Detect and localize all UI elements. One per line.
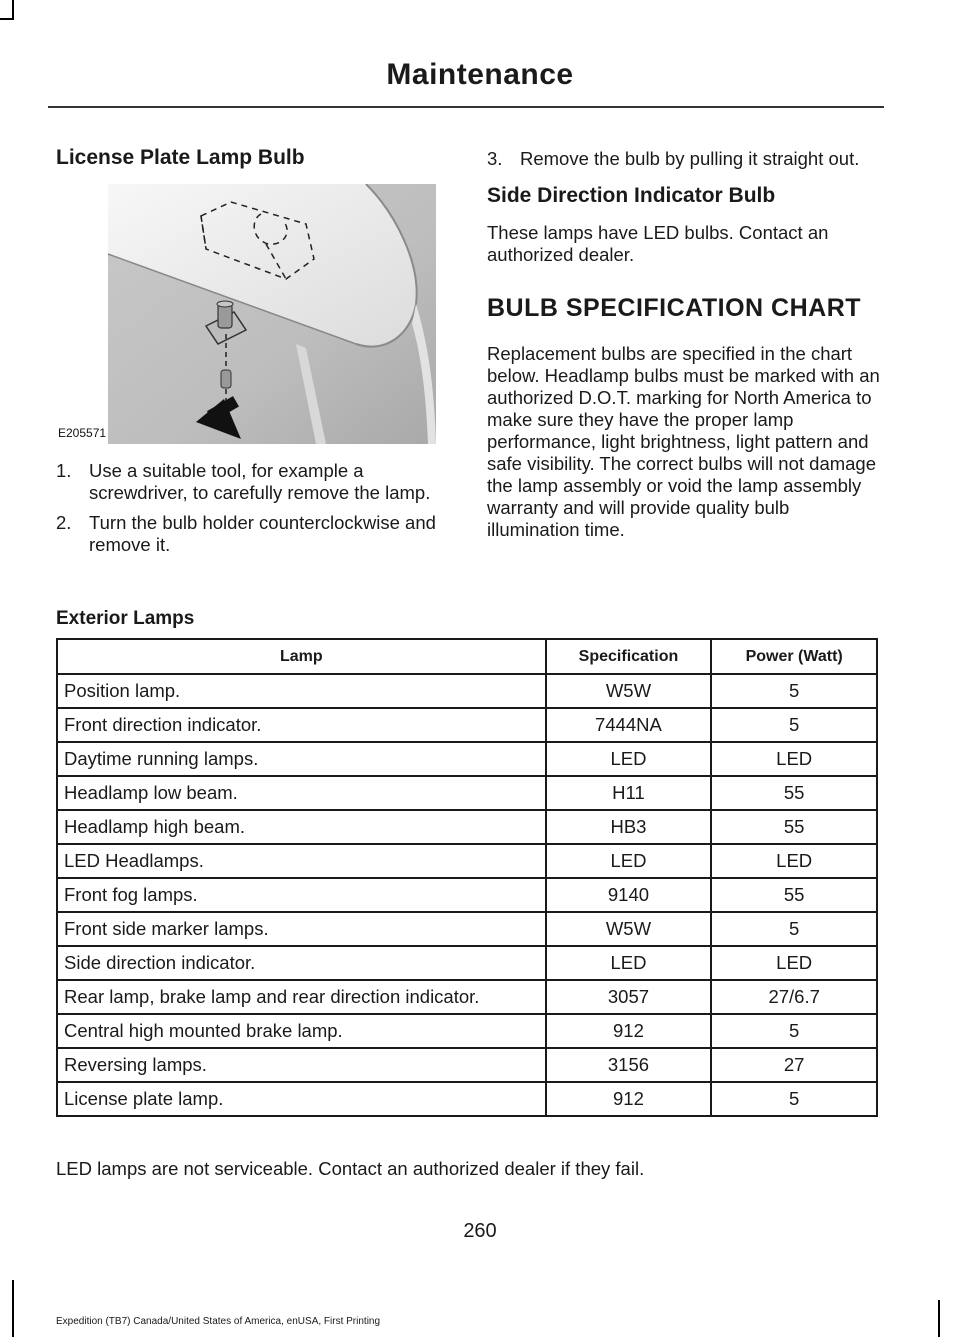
lamp-cell: Front side marker lamps. xyxy=(57,912,546,946)
license-plate-illustration xyxy=(56,184,436,444)
specification-cell: 3156 xyxy=(546,1048,712,1082)
specification-cell: 912 xyxy=(546,1014,712,1048)
bulb-chart-heading: BULB SPECIFICATION CHART xyxy=(487,294,862,322)
lamp-cell: Headlamp high beam. xyxy=(57,810,546,844)
step-2 xyxy=(56,512,456,556)
crop-mark xyxy=(0,18,14,20)
lamp-removal-diagram xyxy=(56,184,436,444)
specification-cell: W5W xyxy=(546,674,712,708)
table-row xyxy=(57,776,877,810)
specification-cell: 7444NA xyxy=(546,708,712,742)
column-header-specification: Specification xyxy=(546,639,712,674)
side-indicator-text: These lamps have LED bulbs. Contact an authorized dealer. xyxy=(487,222,829,265)
specification-cell: W5W xyxy=(546,912,712,946)
lamp-cell: Front direction indicator. xyxy=(57,708,546,742)
lamp-cell: Rear lamp, brake lamp and rear direction indicator. xyxy=(57,980,546,1014)
specification-cell: LED xyxy=(546,742,712,776)
power-cell: 55 xyxy=(711,878,877,912)
right-column xyxy=(487,146,882,541)
power-cell: 5 xyxy=(711,674,877,708)
crop-mark xyxy=(938,1300,940,1337)
lamp-cell: LED Headlamps. xyxy=(57,844,546,878)
specification-cell: 3057 xyxy=(546,980,712,1014)
left-column xyxy=(56,146,456,564)
table-header-row xyxy=(57,639,877,674)
power-cell: 5 xyxy=(711,912,877,946)
specification-cell: 9140 xyxy=(546,878,712,912)
power-cell: LED xyxy=(711,946,877,980)
step-number: 3. xyxy=(487,148,503,169)
power-cell: LED xyxy=(711,742,877,776)
header-divider xyxy=(48,106,884,108)
power-cell: 27 xyxy=(711,1048,877,1082)
bulb-specification-table xyxy=(56,638,878,1117)
table-row xyxy=(57,1014,877,1048)
power-cell: 55 xyxy=(711,776,877,810)
step-text: Use a suitable tool, for example a screwdriver, to carefully remove the lamp. xyxy=(89,460,431,503)
edition-footer: Expedition (TB7) Canada/United States of America, enUSA, First Printing xyxy=(56,1316,381,1327)
lamp-cell: Side direction indicator. xyxy=(57,946,546,980)
specification-cell: H11 xyxy=(546,776,712,810)
power-cell: 5 xyxy=(711,708,877,742)
crop-mark xyxy=(12,0,14,18)
led-service-note: LED lamps are not serviceable. Contact an authorized dealer if they fail. xyxy=(56,1158,645,1179)
power-cell: LED xyxy=(711,844,877,878)
specification-cell: LED xyxy=(546,946,712,980)
column-header-power: Power (Watt) xyxy=(711,639,877,674)
exterior-lamps-title: Exterior Lamps xyxy=(56,608,195,629)
page-title: Maintenance xyxy=(386,58,574,91)
figure-code: E205571 xyxy=(58,426,107,440)
specification-cell: 912 xyxy=(546,1082,712,1116)
step-1 xyxy=(56,460,456,504)
step-number: 1. xyxy=(56,460,72,481)
table-row xyxy=(57,1048,877,1082)
lamp-cell: Reversing lamps. xyxy=(57,1048,546,1082)
license-plate-heading: License Plate Lamp Bulb xyxy=(56,146,305,169)
table-row xyxy=(57,878,877,912)
lamp-cell: Front fog lamps. xyxy=(57,878,546,912)
lamp-cell: Central high mounted brake lamp. xyxy=(57,1014,546,1048)
table-row xyxy=(57,708,877,742)
table-row xyxy=(57,946,877,980)
step-text: Remove the bulb by pulling it straight out. xyxy=(520,148,860,169)
lamp-cell: License plate lamp. xyxy=(57,1082,546,1116)
table-row xyxy=(57,1082,877,1116)
power-cell: 27/6.7 xyxy=(711,980,877,1014)
column-header-lamp: Lamp xyxy=(57,639,546,674)
table-row xyxy=(57,810,877,844)
crop-mark xyxy=(12,1280,14,1337)
table-row xyxy=(57,980,877,1014)
page-number: 260 xyxy=(463,1220,497,1242)
removal-steps xyxy=(56,460,456,556)
removal-steps-continued xyxy=(487,148,882,170)
side-indicator-heading: Side Direction Indicator Bulb xyxy=(487,184,776,207)
table-row xyxy=(57,912,877,946)
table-row xyxy=(57,742,877,776)
lamp-cell: Headlamp low beam. xyxy=(57,776,546,810)
table-row xyxy=(57,844,877,878)
step-3 xyxy=(487,148,882,170)
power-cell: 5 xyxy=(711,1014,877,1048)
step-text: Turn the bulb holder counterclockwise and remove it. xyxy=(89,512,436,555)
specification-cell: LED xyxy=(546,844,712,878)
lamp-cell: Daytime running lamps. xyxy=(57,742,546,776)
power-cell: 5 xyxy=(711,1082,877,1116)
lamp-cell: Position lamp. xyxy=(57,674,546,708)
step-number: 2. xyxy=(56,512,72,533)
bulb-chart-intro: Replacement bulbs are specified in the chart below. Headlamp bulbs must be marked with an authorized D.O.T. marking for North America to make sure they have the proper lamp performance, light brightness, light pattern and safe visibility. The correct bulbs will not damage the lamp assembly or void the lamp assembly warranty and will provide quality bulb illumination time. xyxy=(487,343,880,540)
table-row xyxy=(57,674,877,708)
power-cell: 55 xyxy=(711,810,877,844)
specification-cell: HB3 xyxy=(546,810,712,844)
